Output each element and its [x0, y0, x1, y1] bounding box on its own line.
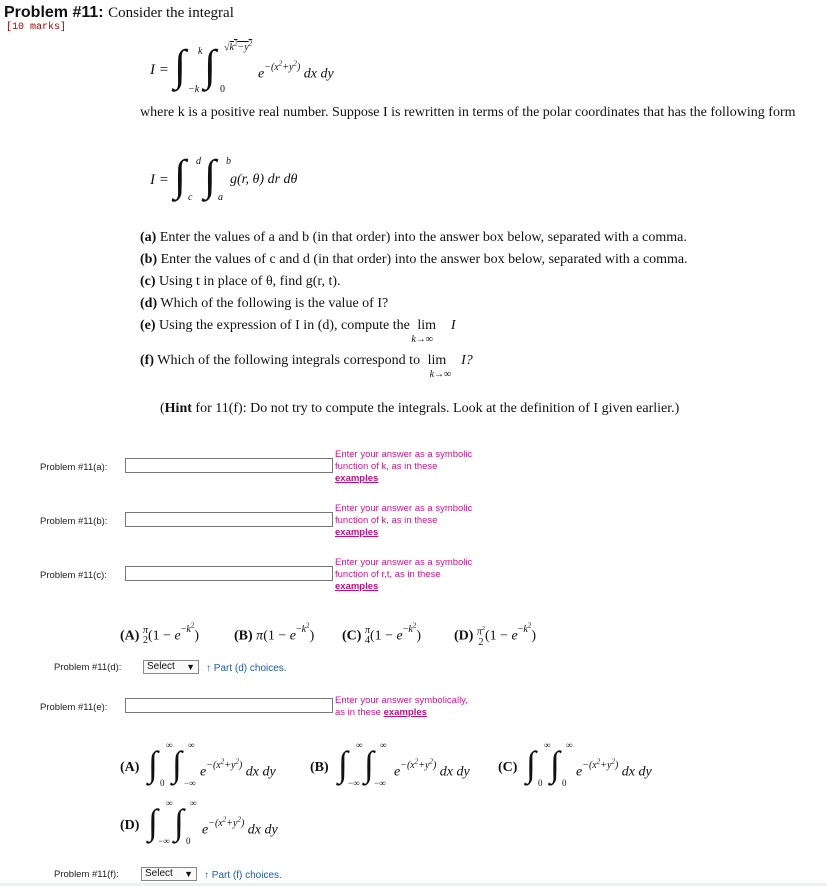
- choice-d-d: (D) $\pi^2$ 2 $(1 - e^{-k^2})$: [454, 622, 536, 648]
- label-11c: Problem #11(c):: [40, 570, 107, 581]
- label-11e: Problem #11(e):: [40, 702, 108, 713]
- examples-link-11b[interactable]: examples: [335, 527, 379, 538]
- part-b: (b) Enter the values of c and d (in that order) into the answer box below, separated with a comma.: [140, 252, 688, 267]
- chevron-down-icon: ▼: [184, 869, 193, 879]
- part-d-choices-link[interactable]: ↑ Part (d) choices.: [206, 663, 287, 674]
- examples-link-11a[interactable]: examples: [335, 473, 379, 484]
- choice-d-c: (C) π $4(1 - e^{-k^2})$: [342, 622, 421, 647]
- part-d: (d) Which of the following is the value of I?: [140, 296, 389, 311]
- examples-link-11e[interactable]: examples: [383, 707, 427, 718]
- choice-f-c: (C) ∫ ∞ 0 ∫ ∞ 0 $e^{-(x^2+y^2)}$ dx dy: [498, 740, 652, 788]
- label-11f: Problem #11(f):: [54, 869, 119, 880]
- choices-f: [120, 740, 680, 850]
- problem-number: Problem #11:: [4, 4, 104, 21]
- inner-upper: $√k^2-y^2$: [224, 40, 253, 54]
- marks-label: [10 marks]: [6, 22, 67, 33]
- part-e: (e) Using the expression of I in (d), compute the lim k→∞ I: [140, 317, 456, 334]
- hint-11a: Enter your answer as a symbolic function of k, as in these examples: [335, 449, 473, 484]
- inner-lower: 0: [220, 84, 225, 95]
- lim-tail-f: I?: [461, 353, 473, 368]
- answer-input-11c[interactable]: [125, 566, 333, 581]
- part-a: (a) Enter the values of a and b (in that order) into the answer box below, separated with a comma.: [140, 230, 687, 245]
- outer-upper-2: d: [196, 156, 201, 167]
- hint-text: (Hint for 11(f): Do not try to compute the integrals. Look at the definition of I given earlier.): [160, 401, 680, 416]
- select-11f[interactable]: Select ▼: [141, 867, 197, 881]
- outer-lower: −k: [188, 84, 200, 95]
- integrand-2: g(r, θ) dr dθ: [230, 172, 298, 187]
- outer-integral-sign-2: ∫: [174, 151, 187, 200]
- answer-input-11a[interactable]: [125, 458, 333, 473]
- part-f: (f) Which of the following integrals correspond to lim k→∞ I?: [140, 352, 473, 369]
- hint-11b: Enter your answer as a symbolic function of k, as in these examples: [335, 503, 473, 538]
- examples-link-11c[interactable]: examples: [335, 581, 379, 592]
- outer-integral-sign: ∫: [174, 41, 187, 90]
- integral-definition: [150, 40, 410, 100]
- choice-f-a: (A) ∫ ∞ 0 ∫ ∞ −∞ $e^{-(x^2+y^2)}$ dx dy: [120, 740, 276, 788]
- inner-integral-sign: ∫: [204, 41, 217, 90]
- label-11d: Problem #11(d):: [54, 662, 122, 673]
- hint-11e: Enter your answer symbolically, as in these examples: [335, 695, 468, 718]
- lim-f: lim: [427, 353, 447, 368]
- inner-integral-sign-2: ∫: [204, 151, 217, 200]
- lim-sub-f: k→∞: [429, 369, 452, 380]
- chevron-down-icon: ▼: [186, 662, 195, 672]
- lim-e: lim: [417, 318, 436, 333]
- label-11b: Problem #11(b):: [40, 516, 108, 527]
- answer-input-11e[interactable]: [125, 698, 333, 713]
- part-f-choices-link[interactable]: ↑ Part (f) choices.: [204, 870, 282, 881]
- lim-tail-e: I: [450, 318, 456, 333]
- inner-lower-2: a: [218, 192, 223, 203]
- choice-d-b: (B) $\pi(1 - e^{-k^2})$: [234, 622, 315, 644]
- problem-intro: Consider the integral: [108, 5, 234, 21]
- select-11d[interactable]: Select ▼: [143, 660, 199, 674]
- inner-upper-2: b: [226, 156, 231, 167]
- outer-lower-2: c: [188, 192, 193, 203]
- integral-lhs: I =: [150, 62, 169, 78]
- problem-title: [4, 4, 234, 22]
- choice-f-b: (B) ∫ ∞ −∞ ∫ ∞ −∞ $e^{-(x^2+y^2)}$ dx dy: [310, 740, 470, 788]
- choice-f-d: (D) ∫ ∞ −∞ ∫ ∞ 0 $e^{-(x^2+y^2)}$ dx dy: [120, 798, 278, 846]
- part-c: (c) Using t in place of θ, find g(r, t).: [140, 274, 341, 289]
- lim-sub-e: k→∞: [411, 334, 433, 345]
- integrand: $e^{-(x^2+y^2)}$ dx dy: [258, 60, 334, 82]
- answer-input-11b[interactable]: [125, 512, 333, 527]
- label-11a: Problem #11(a):: [40, 462, 108, 473]
- hint-11c: Enter your answer as a symbolic function of r,t, as in these examples: [335, 557, 473, 592]
- outer-upper: k: [198, 46, 203, 57]
- polar-integral: [150, 151, 350, 208]
- choice-d-a: (A) π $2(1 - e^{-k^2})$: [120, 622, 199, 647]
- where-paragraph: where k is a positive real number. Suppose I is rewritten in terms of the polar coordinates that has the following form: [140, 105, 796, 120]
- integral2-lhs: I =: [150, 172, 169, 188]
- choices-d: [120, 616, 580, 650]
